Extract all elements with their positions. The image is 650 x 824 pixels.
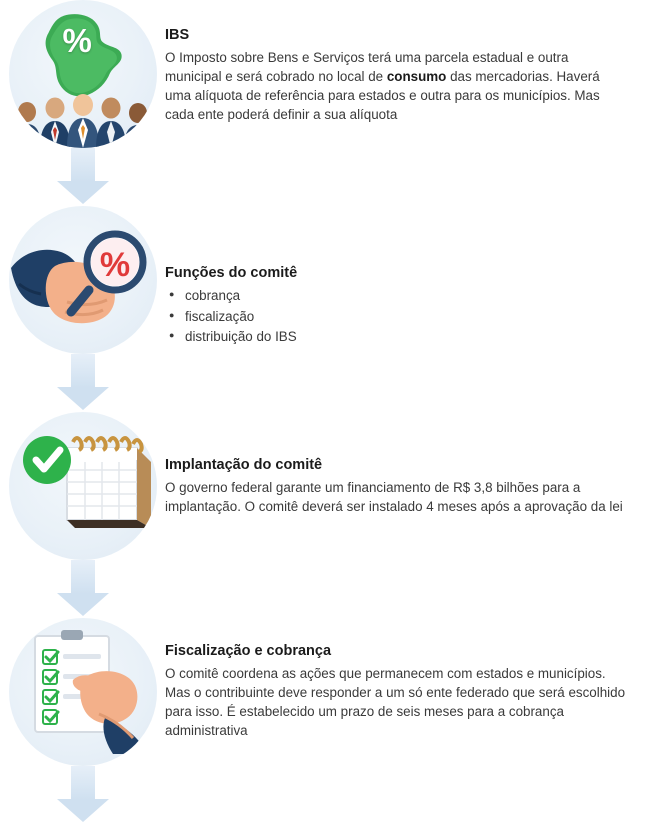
people-group-icon [9,86,157,148]
arrow-3 [0,560,165,618]
arrow-2 [0,354,165,412]
svg-text:%: % [99,246,130,284]
checklist-hand-icon [9,618,157,766]
step-ibs-icon-col [0,0,165,148]
list-item: ● distribuição do IBS [183,327,626,348]
hand-magnifier-percent-icon [9,206,157,354]
step-ibs [0,0,650,148]
step-body [165,48,626,125]
step-title: Fiscalização e cobrança [165,643,332,659]
step-fiscalizacao-e-cobranca [0,618,650,766]
step-fiscalizacao-icon-col [0,618,165,766]
arrow-4 [0,766,165,824]
step-implantacao-icon-col [0,412,165,560]
step-body-part-1: O Imposto sobre Bens e Serviços terá uma parcela estadual e outra municipal e será cobrado no local de [165,49,569,84]
step-body-part-2: das mercadorias. Haverá uma alíquota de referência para estados e outra para os municípios. Mas cada ente poderá definir a sua alíquota [165,69,600,123]
checklist-hand-svg [9,618,157,766]
down-arrow-icon [57,354,109,410]
step-ibs-text [165,26,650,124]
step-body: O comitê coordena as ações que permanecem com estados e municípios. Mas o contribuinte deve responder a um só ente federado que será escolhido para isso. É estabelecido um prazo de seis meses para a cobrança administrativa [165,665,626,739]
step-body-emphasis: consumo [386,69,447,84]
calendar-check-svg [9,412,157,560]
list-item: ● fiscalização [183,307,626,328]
down-arrow-icon [57,766,109,822]
step-title: IBS [165,27,190,43]
brazil-map-percent-people-icon [9,0,157,148]
down-arrow-icon [57,560,109,616]
step-bullets [165,286,626,348]
step-implantacao-text [165,456,650,516]
step-funcoes-do-comite [0,206,650,354]
step-fiscalizacao-text [165,642,650,740]
calendar-check-icon [9,412,157,560]
down-arrow-icon [57,148,109,204]
step-funcoes-text [165,264,650,348]
step-funcoes-icon-col [0,206,165,354]
hand-magnifier-svg [9,206,157,354]
arrow-1 [0,148,165,206]
percent-symbol: % [62,22,92,59]
step-implantacao-do-comite [0,412,650,560]
step-title: Implantação do comitê [165,457,323,473]
list-item: ● cobrança [183,286,626,307]
step-body: O governo federal garante um financiamento de R$ 3,8 bilhões para a implantação. O comitê deverá ser instalado 4 meses após a aprovação da lei [165,479,623,514]
step-title: Funções do comitê [165,265,298,281]
